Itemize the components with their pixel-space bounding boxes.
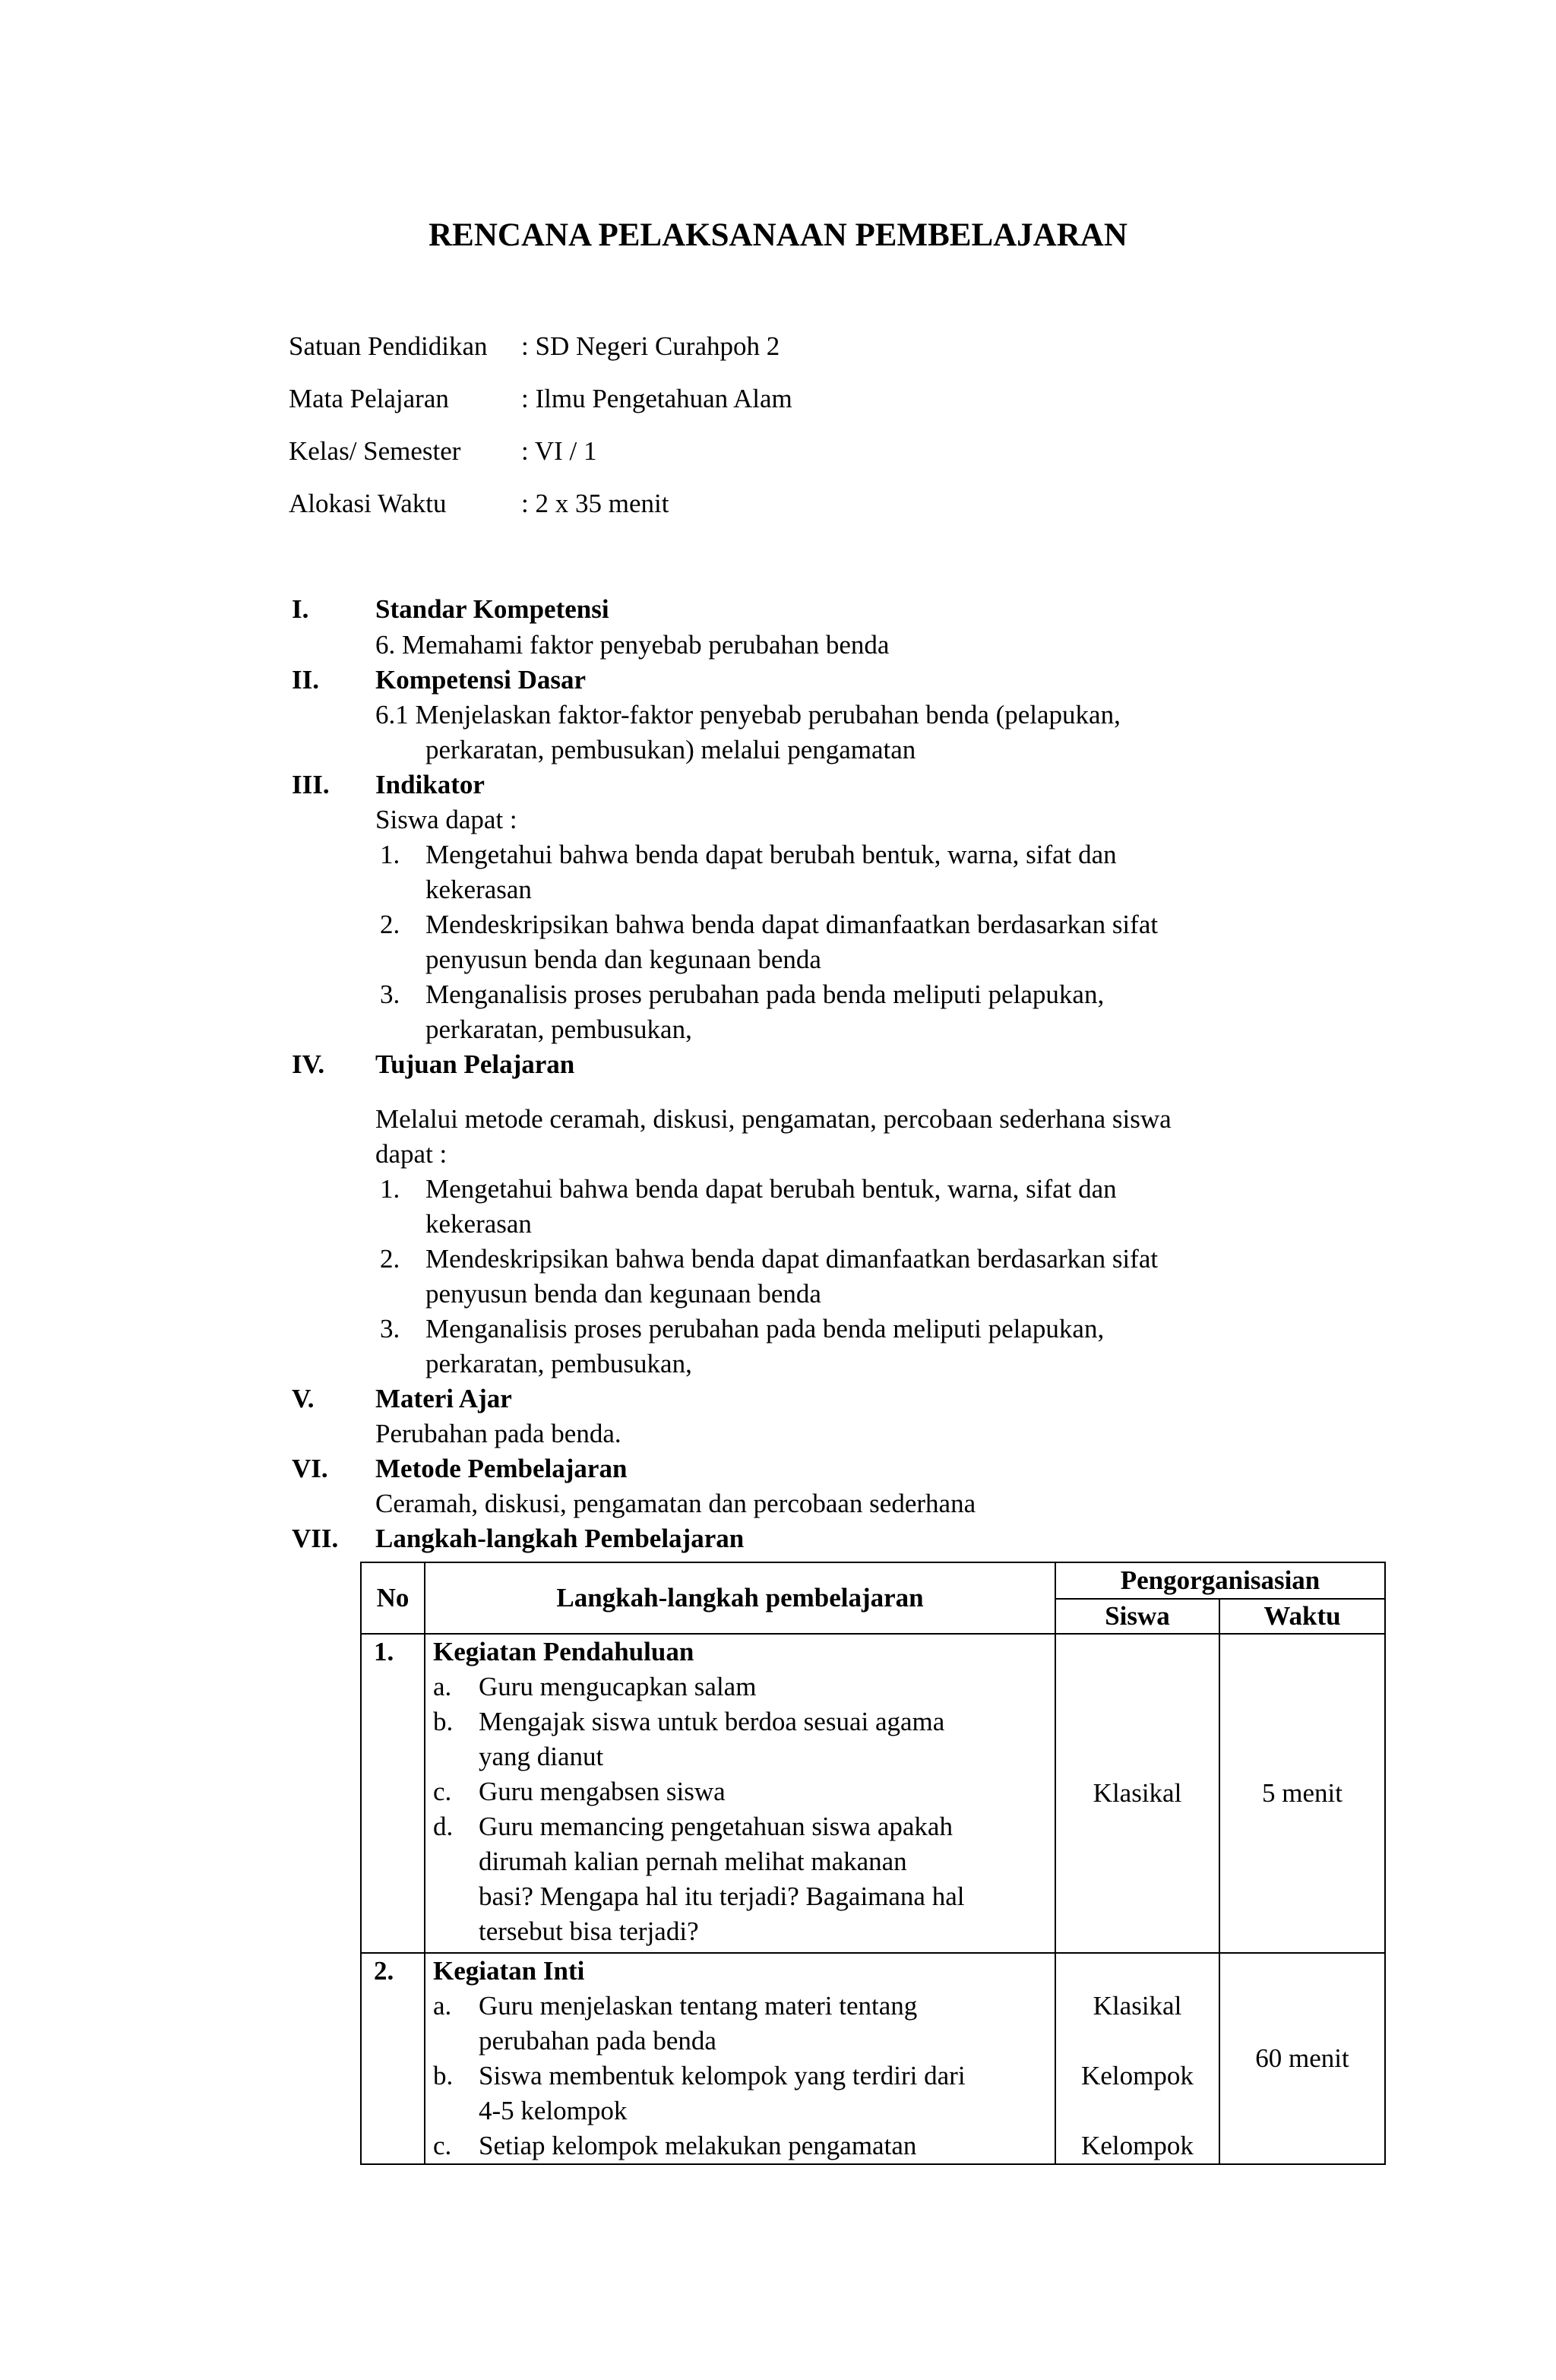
- list-item: penyusun benda dan kegunaan benda: [425, 1279, 821, 1309]
- identity-value: : Ilmu Pengetahuan Alam: [521, 384, 792, 413]
- section-heading: Materi Ajar: [375, 1384, 512, 1413]
- list-number: 1.: [380, 840, 400, 869]
- step-text: Siswa membentuk kelompok yang terdiri dari: [479, 2061, 966, 2090]
- activity-step: [433, 1844, 1055, 1879]
- step-text: yang dianut: [479, 1742, 604, 1771]
- step-text: tersebut bisa terjadi?: [479, 1916, 699, 1946]
- step-marker: c.: [433, 1777, 452, 1806]
- section-number: III.: [292, 770, 330, 799]
- activity-step: [433, 2024, 1055, 2059]
- table-row: [361, 1634, 1385, 1953]
- section-heading: Langkah-langkah Pembelajaran: [375, 1524, 745, 1553]
- activity-step: [433, 1669, 1055, 1704]
- step-text: Mengajak siswa untuk berdoa sesuai agama: [479, 1707, 945, 1736]
- identity-label: Kelas/ Semester: [289, 436, 461, 466]
- section-heading: Metode Pembelajaran: [375, 1454, 628, 1483]
- header-waktu: Waktu: [1219, 1599, 1385, 1634]
- identity-label: Satuan Pendidikan: [289, 331, 488, 361]
- activity-step: [433, 2128, 1055, 2163]
- step-text: basi? Mengapa hal itu terjadi? Bagaimana hal: [479, 1882, 965, 1911]
- row-number: 2.: [374, 1956, 394, 1986]
- section-heading: Kompetensi Dasar: [375, 665, 587, 695]
- list-item: Mendeskripsikan bahwa benda dapat dimanfaatkan berdasarkan sifat: [425, 1244, 1159, 1274]
- list-item: perkaratan, pembusukan,: [425, 1349, 692, 1378]
- list-item: kekerasan: [425, 875, 532, 904]
- step-text: Guru memancing pengetahuan siswa apakah: [479, 1812, 953, 1841]
- section-number: V.: [292, 1384, 315, 1413]
- section-heading: Indikator: [375, 770, 485, 799]
- section-number: VII.: [292, 1524, 339, 1553]
- step-text: dirumah kalian pernah melihat makanan: [479, 1847, 907, 1876]
- step-text: 4-5 kelompok: [479, 2096, 628, 2125]
- activity-step: [433, 1879, 1055, 1914]
- section-text: Ceramah, diskusi, pengamatan dan percobaan sederhana: [375, 1489, 976, 1518]
- siswa-cell: [1056, 2094, 1219, 2128]
- siswa-cell: [1056, 2024, 1219, 2059]
- list-number: 2.: [380, 910, 400, 939]
- table-row: [361, 1953, 1385, 2164]
- list-item: Menganalisis proses perubahan pada benda meliputi pelapukan,: [425, 980, 1105, 1009]
- step-marker: a.: [433, 1991, 452, 2021]
- step-marker: b.: [433, 1707, 454, 1736]
- list-item: perkaratan, pembusukan,: [425, 1014, 692, 1044]
- section-text: perkaratan, pembusukan) melalui pengamatan: [425, 735, 916, 764]
- siswa-cell: Klasikal: [1093, 1991, 1182, 2021]
- document-title: RENCANA PELAKSANAAN PEMBELAJARAN: [429, 217, 1127, 253]
- list-item: penyusun benda dan kegunaan benda: [425, 945, 821, 974]
- identity-value: : 2 x 35 menit: [521, 489, 669, 518]
- identity-label: Mata Pelajaran: [289, 384, 449, 413]
- header-no: No: [361, 1562, 425, 1634]
- step-marker: a.: [433, 1672, 452, 1701]
- siswa-cell: Kelompok: [1081, 2061, 1194, 2090]
- section-text: dapat :: [375, 1139, 448, 1169]
- identity-value: : VI / 1: [521, 436, 597, 466]
- step-text: Guru mengabsen siswa: [479, 1777, 726, 1806]
- header-siswa: Siswa: [1055, 1599, 1219, 1634]
- activity-step: [433, 1989, 1055, 2024]
- section-text: 6.1 Menjelaskan faktor-faktor penyebab perubahan benda (pelapukan,: [375, 700, 1121, 730]
- activity-step: [433, 2059, 1055, 2094]
- section-heading: Tujuan Pelajaran: [375, 1049, 575, 1079]
- siswa-cell: Kelompok: [1081, 2131, 1194, 2160]
- step-marker: b.: [433, 2061, 454, 2090]
- list-item: Mendeskripsikan bahwa benda dapat dimanfaatkan berdasarkan sifat: [425, 910, 1159, 939]
- section-text: Perubahan pada benda.: [375, 1419, 621, 1448]
- list-number: 2.: [380, 1244, 400, 1274]
- waktu-cell: 60 menit: [1219, 1953, 1385, 2164]
- activity-step: [433, 1914, 1055, 1949]
- identity-label: Alokasi Waktu: [289, 489, 447, 518]
- activity-step: [433, 1809, 1055, 1844]
- section-number: IV.: [292, 1049, 325, 1079]
- section-text: Melalui metode ceramah, diskusi, pengamatan, percobaan sederhana siswa: [375, 1104, 1172, 1134]
- header-organization: Pengorganisasian: [1055, 1562, 1385, 1599]
- list-number: 3.: [380, 980, 400, 1009]
- activity-step: [433, 1704, 1055, 1739]
- activity-step: [433, 2094, 1055, 2128]
- row-number: 1.: [374, 1637, 394, 1666]
- activity-heading: Kegiatan Pendahuluan: [433, 1637, 694, 1666]
- step-marker: c.: [433, 2131, 452, 2160]
- step-text: perubahan pada benda: [479, 2026, 716, 2056]
- activity-step: [433, 1739, 1055, 1774]
- list-item: Mengetahui bahwa benda dapat berubah bentuk, warna, sifat dan: [425, 1174, 1117, 1204]
- section-number: II.: [292, 665, 319, 695]
- siswa-cell: Klasikal: [1055, 1634, 1219, 1953]
- step-text: Guru menjelaskan tentang materi tentang: [479, 1991, 918, 2021]
- step-text: Setiap kelompok melakukan pengamatan: [479, 2131, 917, 2160]
- list-number: 3.: [380, 1314, 400, 1343]
- section-number: I.: [292, 594, 309, 624]
- identity-value: : SD Negeri Curahpoh 2: [521, 331, 780, 361]
- list-item: Menganalisis proses perubahan pada benda meliputi pelapukan,: [425, 1314, 1105, 1343]
- list-item: Mengetahui bahwa benda dapat berubah bentuk, warna, sifat dan: [425, 840, 1117, 869]
- list-item: kekerasan: [425, 1209, 532, 1239]
- section-heading: Standar Kompetensi: [375, 594, 609, 624]
- section-text: Siswa dapat :: [375, 805, 517, 834]
- learning-steps-table: [360, 1562, 1386, 2165]
- step-text: Guru mengucapkan salam: [479, 1672, 757, 1701]
- section-number: VI.: [292, 1454, 328, 1483]
- header-steps: Langkah-langkah pembelajaran: [425, 1562, 1055, 1634]
- list-number: 1.: [380, 1174, 400, 1204]
- waktu-cell: 5 menit: [1219, 1634, 1385, 1953]
- step-marker: d.: [433, 1812, 454, 1841]
- activity-step: [433, 1774, 1055, 1809]
- activity-heading: Kegiatan Inti: [433, 1956, 585, 1986]
- section-text: 6. Memahami faktor penyebab perubahan benda: [375, 630, 890, 660]
